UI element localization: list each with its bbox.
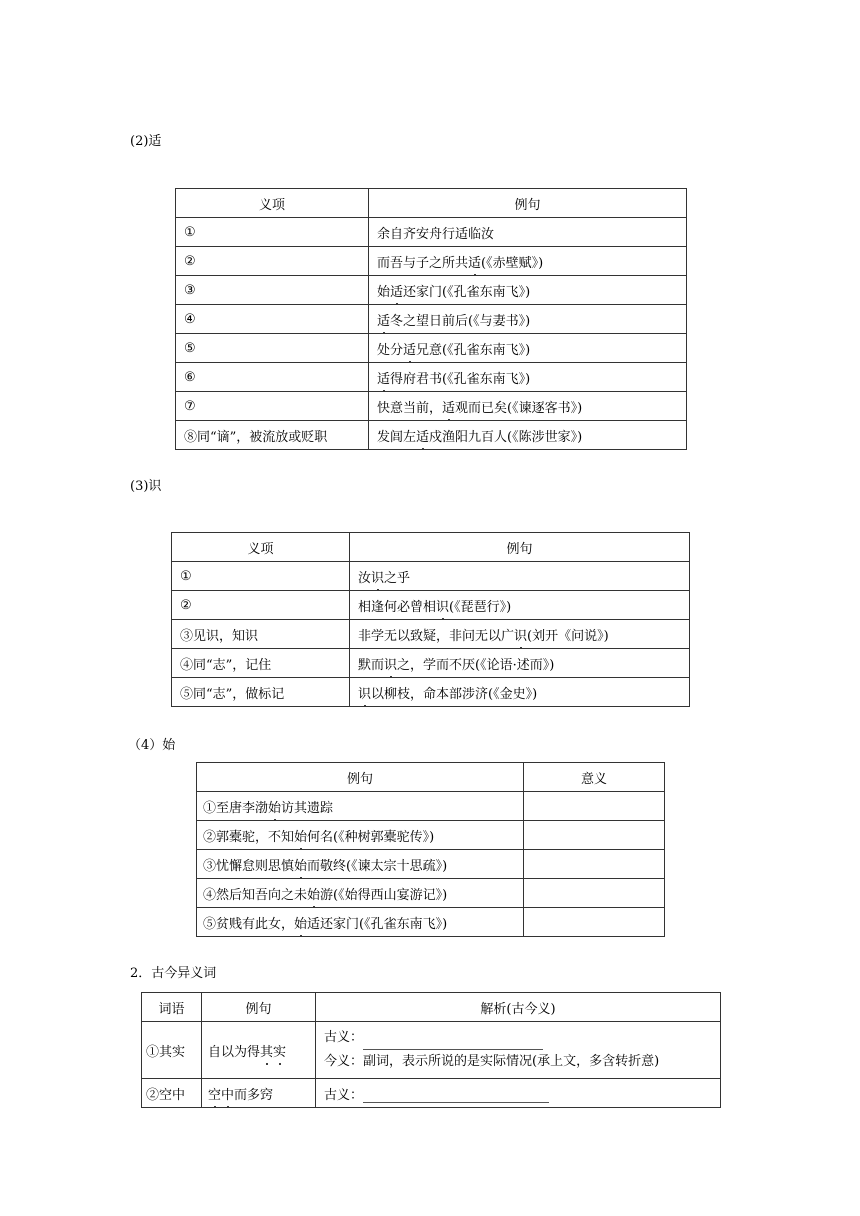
meaning-cell: ⑦	[176, 392, 369, 421]
example-text: 处分	[377, 342, 404, 358]
shi-know-table	[171, 532, 690, 707]
example-text: 之乎	[384, 570, 411, 586]
example-cell	[369, 247, 687, 276]
table-row	[142, 1022, 721, 1079]
example-text: 适还家门(《孔雀东南飞》)	[307, 916, 448, 932]
example-cell	[197, 850, 524, 879]
meaning-cell: ②	[176, 247, 369, 276]
emphasized-character: 适	[377, 310, 390, 329]
meaning-cell: ①	[176, 218, 369, 247]
example-cell	[369, 305, 687, 334]
emphasized-character: 识	[436, 596, 449, 615]
emphasized-character: 始	[294, 826, 307, 845]
emphasized-character: 适	[390, 281, 403, 300]
ancient-meaning-blank[interactable]	[363, 1088, 549, 1103]
emphasized-character: 适	[442, 397, 455, 416]
example-text: ⑤贫贱有此女，	[203, 916, 295, 932]
example-cell	[350, 562, 690, 591]
table-row	[142, 1079, 721, 1108]
emphasized-character: 其	[260, 1041, 273, 1060]
meaning-cell: ⑤同“志”，做标记	[172, 678, 350, 707]
emphasized-character: 始	[268, 797, 281, 816]
meaning-cell: ⑧同“谪”，被流放或贬职	[176, 421, 369, 450]
table-row	[197, 908, 665, 937]
table-row	[197, 850, 665, 879]
example-text: 非学无以致疑，非问无以广	[358, 628, 515, 644]
meaning-cell: ③见识，知识	[172, 620, 350, 649]
emphasized-character: 适	[403, 339, 416, 358]
table-row	[176, 392, 687, 421]
emphasized-character: 适	[468, 252, 481, 271]
section-heading-shi-know: (3)识	[130, 479, 162, 494]
emphasized-character: 始	[294, 855, 307, 874]
meaning-cell: ④	[176, 305, 369, 334]
example-text: 得府君书(《孔雀东南飞》)	[390, 371, 531, 387]
example-cell	[350, 620, 690, 649]
column-header-example: 例句	[350, 533, 690, 562]
table-header-row	[197, 763, 665, 792]
meaning-cell[interactable]	[524, 908, 665, 937]
section-heading-shi-begin: （4）始	[128, 738, 176, 753]
ancient-meaning-line	[324, 1026, 720, 1050]
table-row	[172, 649, 690, 678]
example-cell	[197, 879, 524, 908]
example-text: ②郭橐驼，不知	[203, 829, 295, 845]
meaning-cell[interactable]	[524, 879, 665, 908]
example-text: 戍渔阳九百人(《陈涉世家》)	[429, 429, 583, 445]
example-cell	[197, 821, 524, 850]
ancient-modern-table	[141, 992, 721, 1108]
example-text: 兄意(《孔雀东南飞》)	[416, 342, 531, 358]
emphasized-character: 识	[358, 683, 371, 702]
example-text: (刘开《问说》)	[527, 628, 609, 644]
emphasized-character: 识	[384, 654, 397, 673]
emphasized-character: 中	[221, 1084, 234, 1103]
table-row	[197, 792, 665, 821]
example-cell	[202, 1079, 316, 1108]
example-text: (《琵琶行》)	[449, 599, 512, 615]
example-text: 而吾与子之所共	[377, 255, 469, 271]
analysis-cell	[316, 1079, 721, 1108]
table-row	[176, 218, 687, 247]
meaning-cell: ②	[172, 591, 350, 620]
emphasized-character: 识	[514, 625, 527, 644]
example-cell	[369, 334, 687, 363]
table-row	[172, 562, 690, 591]
column-header-word: 词语	[142, 993, 202, 1022]
table-row	[172, 620, 690, 649]
example-text: 何名(《种树郭橐驼传》)	[307, 829, 435, 845]
emphasized-character: 空	[208, 1084, 221, 1103]
table-row	[172, 591, 690, 620]
example-text: ③忧懈怠则思慎	[203, 858, 295, 874]
table-row	[197, 821, 665, 850]
meaning-cell: ⑤	[176, 334, 369, 363]
column-header-example: 例句	[197, 763, 524, 792]
table-row	[197, 879, 665, 908]
example-text: 自以为得	[208, 1044, 261, 1060]
example-text: ①至唐李渤	[203, 800, 269, 816]
example-cell	[350, 591, 690, 620]
column-header-analysis: 解析(古今义)	[316, 993, 721, 1022]
meaning-cell[interactable]	[524, 821, 665, 850]
example-text: 而敬终(《谏太宗十思疏》)	[307, 858, 448, 874]
meaning-cell: ③	[176, 276, 369, 305]
example-text: 访其遗踪	[281, 800, 334, 816]
example-text: 而多窍	[234, 1087, 274, 1103]
section-heading-ancient-modern: 2．古今异义词	[130, 966, 217, 981]
emphasized-character: 适	[377, 368, 390, 387]
emphasized-character: 识	[371, 567, 384, 586]
column-header-meaning: 义项	[172, 533, 350, 562]
example-text: 之，学而不厌(《论语·述而》)	[397, 657, 555, 673]
table-header-row	[176, 189, 687, 218]
table-header-row	[172, 533, 690, 562]
modern-meaning-line: 今义：副词，表示所说的是实际情况(承上文，多含转折意)	[324, 1054, 660, 1069]
ancient-meaning-blank[interactable]	[363, 1035, 543, 1050]
example-text: 快意当前，	[377, 400, 443, 416]
table-row	[176, 276, 687, 305]
example-cell	[369, 392, 687, 421]
example-text: 以柳枝，命本部涉济(《金史》)	[371, 686, 538, 702]
table-header-row	[142, 993, 721, 1022]
example-text: 汝	[358, 570, 372, 586]
ancient-meaning-label: 古义：	[324, 1030, 364, 1045]
ancient-meaning-label: 古义：	[324, 1087, 364, 1103]
meaning-cell[interactable]	[524, 792, 665, 821]
example-text: 发闾左	[377, 429, 417, 445]
example-cell	[197, 908, 524, 937]
shi-fit-table-body	[176, 189, 687, 450]
meaning-cell[interactable]	[524, 850, 665, 879]
example-cell	[197, 792, 524, 821]
emphasized-character: 实	[273, 1041, 286, 1060]
column-header-example: 例句	[369, 189, 687, 218]
example-text: 还家门(《孔雀东南飞》)	[403, 284, 531, 300]
example-text: ④然后知吾向之未	[203, 887, 308, 903]
table-row	[176, 305, 687, 334]
shi-fit-table	[175, 188, 687, 450]
example-cell	[350, 678, 690, 707]
meaning-cell: ④同“志”，记住	[172, 649, 350, 678]
table-row	[176, 247, 687, 276]
column-header-meaning: 义项	[176, 189, 369, 218]
emphasized-character: 始	[307, 884, 320, 903]
example-text: (《赤壁赋》)	[481, 255, 544, 271]
meaning-cell: ⑥	[176, 363, 369, 392]
emphasized-character: 始	[294, 913, 307, 932]
word-cell: ②空中	[142, 1079, 202, 1108]
word-cell: ①其实	[142, 1022, 202, 1079]
example-cell	[369, 363, 687, 392]
example-text: 游(《始得西山宴游记》)	[320, 887, 448, 903]
shi-begin-table	[196, 762, 665, 937]
meaning-cell: ①	[172, 562, 350, 591]
example-cell	[350, 649, 690, 678]
example-text: 余自齐安舟行适临汝	[377, 226, 495, 242]
column-header-example: 例句	[202, 993, 316, 1022]
analysis-cell	[316, 1022, 721, 1079]
emphasized-character: 适	[416, 426, 429, 445]
ancient-modern-table-body	[142, 993, 721, 1108]
example-text: 观而已矣(《谏逐客书》)	[455, 400, 583, 416]
table-row	[176, 363, 687, 392]
example-cell	[369, 218, 687, 247]
example-cell	[202, 1022, 316, 1079]
example-text: 始	[377, 284, 391, 300]
shi-begin-table-body	[197, 763, 665, 937]
column-header-meaning: 意义	[524, 763, 665, 792]
example-cell	[369, 421, 687, 450]
section-heading-shi-fit: (2)适	[130, 134, 162, 149]
example-text: 冬之望日前后(《与妻书》)	[390, 313, 531, 329]
table-row	[172, 678, 690, 707]
example-text: 相逢何必曾相	[358, 599, 437, 615]
shi-know-table-body	[172, 533, 690, 707]
example-text: 默而	[358, 657, 385, 673]
example-cell	[369, 276, 687, 305]
table-row	[176, 421, 687, 450]
table-row	[176, 334, 687, 363]
